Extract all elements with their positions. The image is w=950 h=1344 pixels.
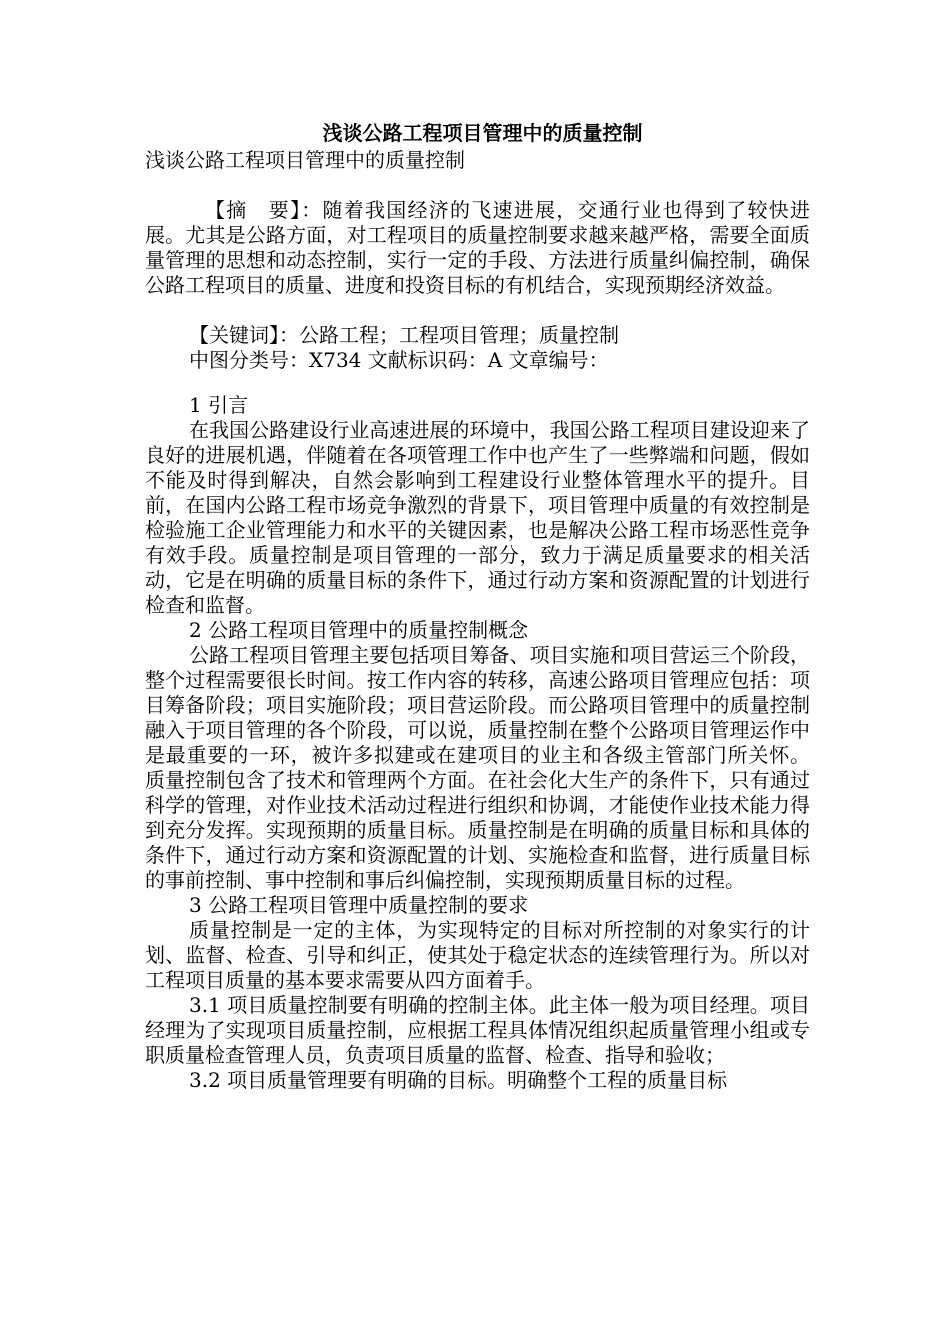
document-page	[145, 120, 810, 1093]
section-heading: 1 引言	[189, 393, 249, 417]
keywords-line: 【关键词】：公路工程；工程项目管理；质量控制	[189, 323, 619, 347]
abstract-paragraph: 【摘 要】：随着我国经济的飞速进展，交通行业也得到了较快进展。尤其是公路方面，对工程项目的质量控制要求越来越严格，需要全面质量管理的思想和动态控制，实行一定的手段、方法进行质量纠偏控制，确保公路工程项目的质量、进度和投资目标的有机结合，实现预期经济效益。	[145, 198, 810, 297]
spacer	[145, 173, 810, 198]
section-heading: 3 公路工程项目管理中质量控制的要求	[189, 893, 529, 917]
section-paragraph: 质量控制是一定的主体，为实现特定的目标对所控制的对象实行的计划、监督、检查、引导和纠正，使其处于稳定状态的连续管理行为。所以对工程项目质量的基本要求需要从四方面着手。	[145, 918, 810, 992]
classification-line: 中图分类号：X734 文献标识码：A 文章编号：	[189, 348, 609, 372]
section-paragraph: 3.2 项目质量管理要有明确的目标。明确整个工程的质量目标	[189, 1068, 728, 1092]
section-paragraph: 公路工程项目管理主要包括项目筹备、项目实施和项目营运三个阶段，整个过程需要很长时间。按工作内容的转移，高速公路项目管理应包括：项目筹备阶段；项目实施阶段；项目营运阶段。而公路项目管理中的质量控制融入于项目管理的各个阶段，可以说，质量控制在整个公路项目管理运作中是最重要的一环，被许多拟建或在建项目的业主和各级主管部门所关怀。 质量控制包含了技术和管理两个方面。在社会化大生产的条件下，只有通过科学的管理，对作业技术活动过程进行组织和协调，才能使作业技术能力得到充分发挥。实现预期的质量目标。质量控制是在明确的质量目标和具体的条件下，通过行动方案和资源配置的计划、实施检查和监督，进行质量目标的事前控制、事中控制和事后纠偏控制，实现预期质量目标的过程。	[145, 643, 810, 892]
section-paragraph: 3.1 项目质量控制要有明确的控制主体。此主体一般为项目经理。项目经理为了实现项目质量控制，应根据工程具体情况组织起质量管理小组或专职质量检查管理人员，负责项目质量的监督、检查、指导和验收；	[145, 993, 810, 1067]
document-subtitle: 浅谈公路工程项目管理中的质量控制	[145, 148, 465, 172]
spacer	[145, 373, 810, 393]
section-paragraph: 在我国公路建设行业高速进展的环境中，我国公路工程项目建设迎来了良好的进展机遇，伴随着在各项管理工作中也产生了一些弊端和问题，假如不能及时得到解决，自然会影响到工程建设行业整体管理水平的提升。目前，在国内公路工程市场竞争激烈的背景下，项目管理中质量的有效控制是检验施工企业管理能力和水平的关键因素，也是解决公路工程市场恶性竞争有效手段。质量控制是项目管理的一部分，致力于满足质量要求的相关活动，它是在明确的质量目标的条件下，通过行动方案和资源配置的计划进行检查和监督。	[145, 418, 810, 617]
spacer	[145, 298, 810, 323]
document-title: 浅谈公路工程项目管理中的质量控制	[322, 121, 643, 145]
section-heading: 2 公路工程项目管理中的质量控制概念	[189, 618, 529, 642]
